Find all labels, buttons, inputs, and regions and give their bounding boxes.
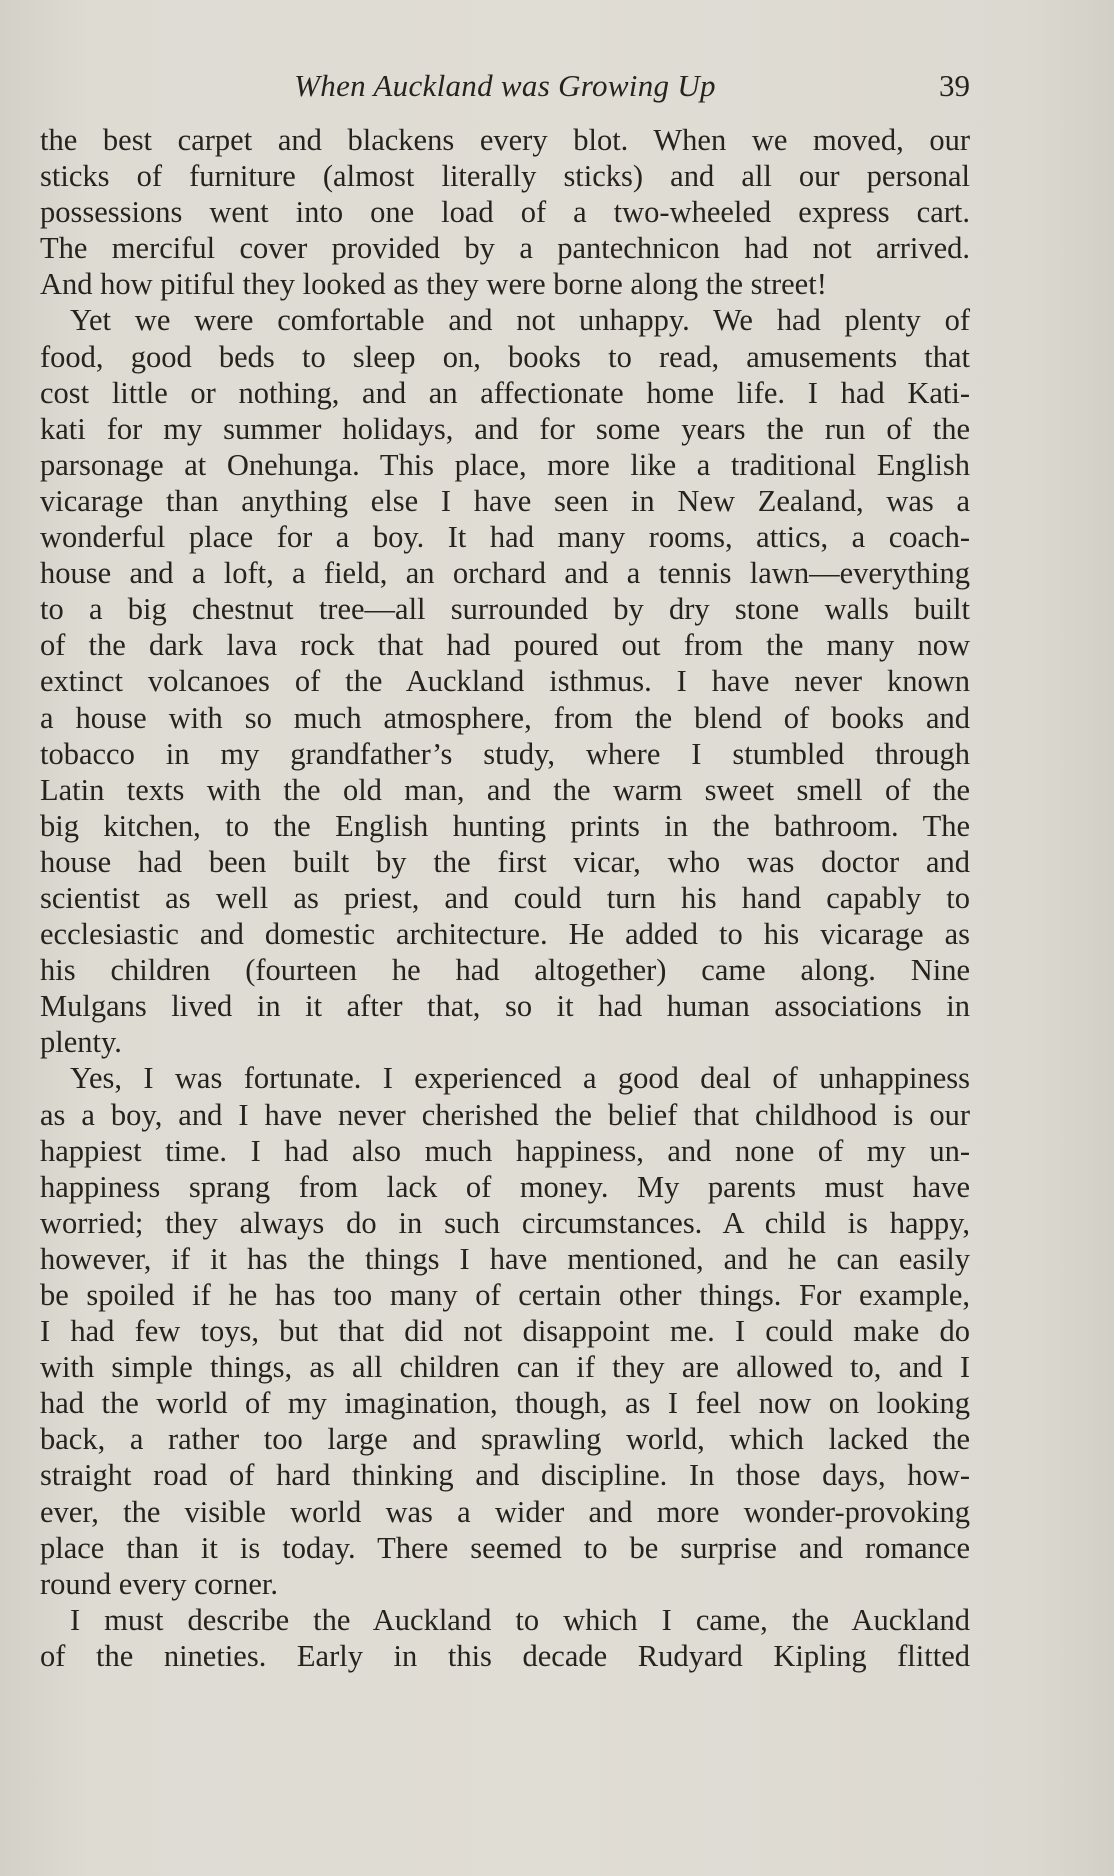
text-line: food, good beds to sleep on, books to read, amusements that xyxy=(40,339,970,374)
text-line: had the world of my imagination, though, as I feel now on looking xyxy=(40,1386,970,1421)
text-line: parsonage at Onehunga. This place, more like a traditional English xyxy=(40,447,970,482)
text-line: be spoiled if he has too many of certain other things. For example, xyxy=(40,1278,970,1312)
text-line: Latin texts with the old man, and the warm sweet smell of the xyxy=(40,772,970,807)
text-line: Yet we were comfortable and not unhappy. We had plenty of xyxy=(70,303,970,338)
text-line: cost little or nothing, and an affectionate home life. I had Kati- xyxy=(40,375,970,410)
text-line: scientist as well as priest, and could turn his hand capably to xyxy=(40,880,970,915)
running-title: When Auckland was Growing Up xyxy=(294,68,716,103)
text-line: sticks of furniture (almost literally sticks) and all our personal xyxy=(40,159,970,194)
text-line: house had been built by the first vicar, who was doctor and xyxy=(40,844,970,879)
text-line: happiest time. I had also much happiness, and none of my un- xyxy=(40,1133,970,1168)
text-line: as a boy, and I have never cherished the belief that childhood is our xyxy=(40,1097,970,1132)
text-line: round every corner. xyxy=(40,1566,278,1601)
text-line: kati for my summer holidays, and for some years the run of the xyxy=(40,411,970,446)
text-line: the best carpet and blackens every blot. When we moved, our xyxy=(40,123,970,157)
text-line: back, a rather too large and sprawling world, which lacked the xyxy=(40,1422,970,1457)
text-line: I must describe the Auckland to which I came, the Auckland xyxy=(70,1602,970,1637)
text-line: Mulgans lived in it after that, so it had human associations in xyxy=(40,989,970,1024)
text-line: ecclesiastic and domestic architecture. He added to his vicarage as xyxy=(40,917,970,952)
text-line: wonderful place for a boy. It had many rooms, attics, a coach- xyxy=(40,520,970,555)
text-line: however, if it has the things I have mentioned, and he can easily xyxy=(40,1241,970,1276)
text-line: tobacco in my grandfather’s study, where I stumbled through xyxy=(40,736,970,771)
text-line: his children (fourteen he had altogether) came along. Nine xyxy=(40,953,970,988)
text-line: to a big chestnut tree—all surrounded by dry stone walls built xyxy=(40,592,970,627)
text-line: a house with so much atmosphere, from the blend of books and xyxy=(40,700,970,735)
text-line: place than it is today. There seemed to be surprise and romance xyxy=(40,1530,970,1565)
text-line: happiness sprang from lack of money. My parents must have xyxy=(40,1169,970,1204)
page-number: 39 xyxy=(939,68,970,103)
text-line: I had few toys, but that did not disappoint me. I could make do xyxy=(40,1314,970,1349)
running-head xyxy=(40,68,970,116)
text-line: of the nineties. Early in this decade Rudyard Kipling flitted xyxy=(40,1638,970,1673)
text-line: The merciful cover provided by a pantechnicon had not arrived. xyxy=(40,231,970,266)
text-line: worried; they always do in such circumstances. A child is happy, xyxy=(40,1205,970,1240)
text-line: vicarage than anything else I have seen in New Zealand, was a xyxy=(40,483,970,518)
text-line: of the dark lava rock that had poured out from the many now xyxy=(40,628,970,663)
text-line: with simple things, as all children can if they are allowed to, and I xyxy=(40,1350,970,1385)
text-line: big kitchen, to the English hunting prints in the bathroom. The xyxy=(40,808,970,843)
text-line: extinct volcanoes of the Auckland isthmus. I have never known xyxy=(40,664,970,699)
text-line: straight road of hard thinking and discipline. In those days, how- xyxy=(40,1458,970,1493)
text-line: possessions went into one load of a two-wheeled express cart. xyxy=(40,195,970,230)
text-line: And how pitiful they looked as they were borne along the street! xyxy=(40,267,827,302)
text-line: Yes, I was fortunate. I experienced a good deal of unhappiness xyxy=(70,1061,970,1096)
text-line: house and a loft, a field, an orchard and a tennis lawn—everything xyxy=(40,556,970,591)
body-text xyxy=(40,122,970,1674)
text-line: plenty. xyxy=(40,1025,122,1060)
text-line: ever, the visible world was a wider and more wonder-provoking xyxy=(40,1494,970,1529)
